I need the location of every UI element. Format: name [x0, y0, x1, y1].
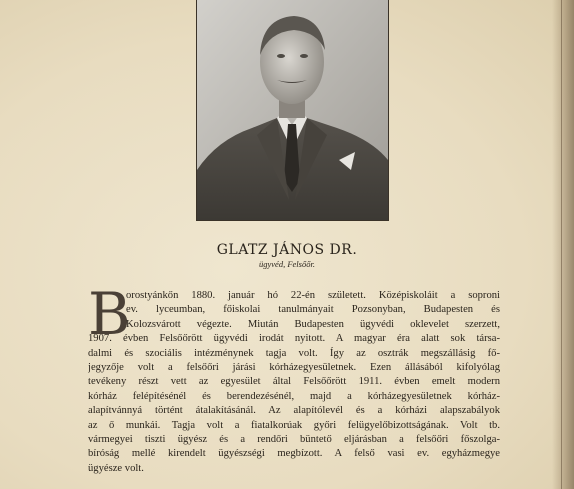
- bio-line: tevékeny részt vett az egyesület által Felsőőrött 1911. évben emelt modern: [88, 376, 500, 388]
- bio-line: kórház felépítésénél és berendezésénél, majd a kórházegyesületnek kórház-: [88, 390, 500, 402]
- bio-line: orostyánkőn 1880. január hó 22-én született. Középiskoláit a soproni: [126, 290, 500, 301]
- bio-line: vármegyei tiszti ügyész és a rendőri büntető eljárásban a felsőőri főszolga-: [88, 434, 500, 446]
- bio-line: dalmi és szociális intézménynek tagja volt. Így az osztrák megszállásig fő-: [88, 347, 500, 359]
- drop-cap: B: [88, 280, 131, 348]
- bio-line: Kolozsvárott végezte. Miután Budapesten ügyvédi oklevelet szerzett,: [126, 318, 500, 330]
- bio-line: jegyzője volt a felsőőri járási kórházegyesületnek. Ezen állásából kifolyólag: [88, 362, 500, 374]
- bio-line: az ő munkái. Tagja volt a fiatalkorúak győri felügyelőbizottságának. Volt tb.: [88, 419, 500, 431]
- bio-line: ev. lyceumban, főiskolai tanulmányait Pozsonyban, Budapesten és: [126, 304, 500, 316]
- bio-line: bíróság mellé kirendelt ügyészségi megbízott. A felső vasi ev. egyházmegye: [88, 448, 500, 460]
- portrait-image: [197, 0, 388, 220]
- bio-line: ügyésze volt.: [88, 462, 144, 474]
- bio-line: 1907. évben Felsőőrött ügyvédi irodát nyitott. A magyar éra alatt sok társa-: [88, 333, 500, 345]
- person-name: GLATZ JÁNOS DR.: [216, 242, 358, 258]
- person-occupation: ügyvéd, Felsőőr.: [259, 259, 315, 269]
- bio-line: alapítvánnyá történt átalakításánál. Az alapítólevél és a kórházi alapszabályok: [88, 405, 500, 417]
- portrait-photo: [196, 0, 389, 221]
- biography-text: [88, 280, 500, 476]
